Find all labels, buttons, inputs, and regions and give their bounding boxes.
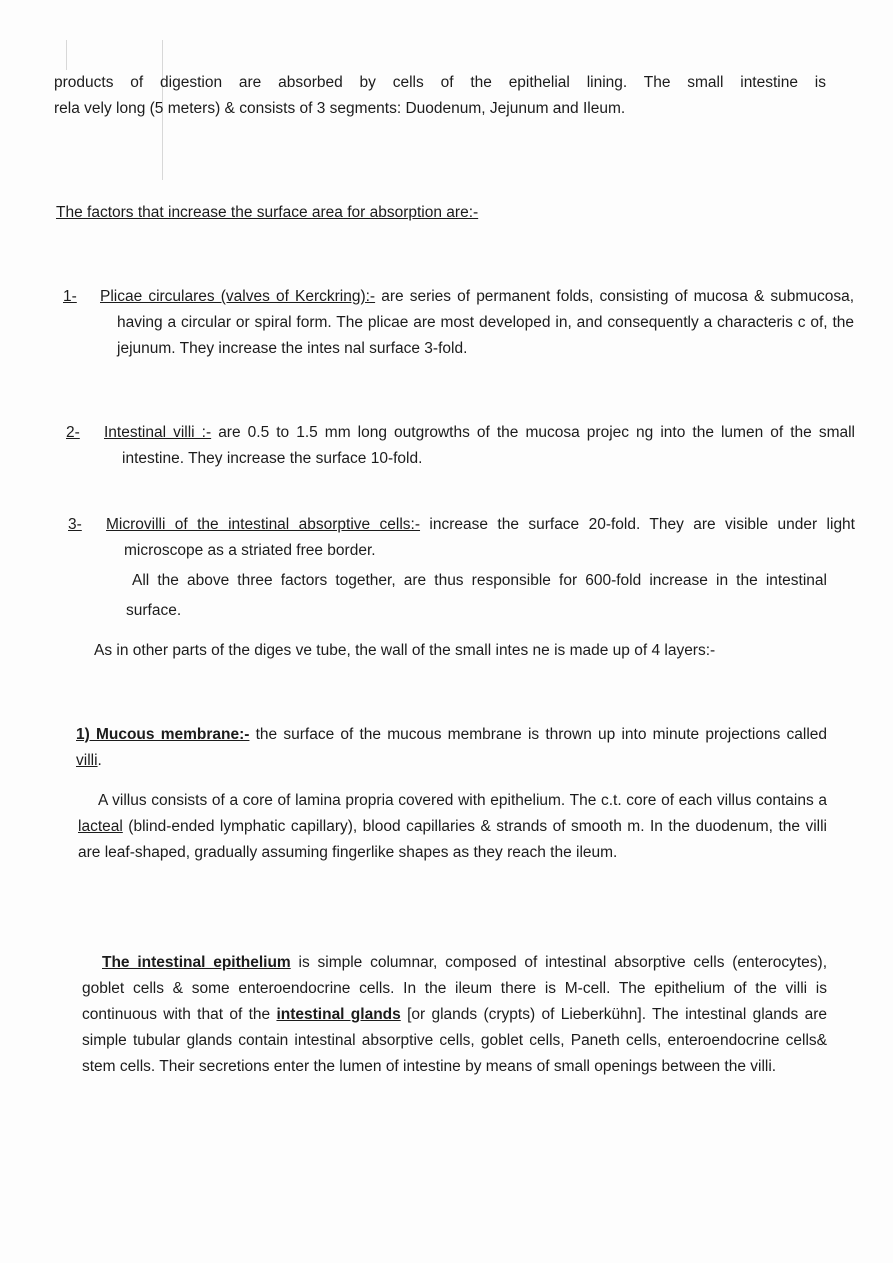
factor-text: are series of permanent folds, consisting of mucosa & submucosa, having a circular or spiral form. The plicae are most developed in, and consequently a characteris c of, the jejunum. They increase the intes nal surface 3-fold.: [117, 288, 855, 357]
factors-heading-text: The factors that increase the surface area for absorption are:-: [56, 204, 479, 221]
villus-text: consists of a core of lamina propria covered with epithelium. The c.t. core of each villus contains a: [146, 792, 828, 809]
intro-line-2: rela vely long (5 meters) & consists of 3 segments: Duodenum, Jejunum and Ileum.: [54, 100, 626, 117]
layers-sentence: [94, 638, 834, 664]
epithelium-heading: The intestinal epithelium: [102, 954, 291, 971]
villus-text-continued: (blind-ended lymphatic capillary), blood capillaries & strands of smooth m. In the duodenum, the villi are leaf-shaped, gradually assuming fingerlike shapes as they reach the ileum.: [78, 818, 827, 861]
intro-line-1: products of digestion are absorbed by cells of the epithelial lining. The small intestine is: [54, 74, 826, 91]
intestinal-glands-term: intestinal glands: [276, 1006, 401, 1023]
lacteal-term: lacteal: [78, 818, 123, 835]
factor-item-3: 3- Microvilli of the intestinal absorptive cells:- increase the surface 20-fold. They are visible under light microscope as a striated free border.: [68, 516, 855, 559]
villus-paragraph: [78, 788, 827, 866]
mucous-membrane-heading: 1) Mucous membrane:-: [76, 726, 250, 743]
mucous-membrane-paragraph: [76, 722, 827, 774]
factor-text: are 0.5 to 1.5 mm long outgrowths of the mucosa projec ng into the lumen of the small intestine. They increase the surface 10-fold.: [122, 424, 855, 467]
villus-heading: A villus: [98, 792, 147, 809]
intro-paragraph: [54, 70, 826, 122]
mucous-membrane-period: .: [97, 752, 102, 769]
factor-item-2: 2- Intestinal villi :- are 0.5 to 1.5 mm long outgrowths of the mucosa projec ng into the lumen of the small intestine. They increase the surface 10-fold.: [66, 424, 855, 467]
villi-term: villi: [76, 752, 98, 769]
factor-term: Microvilli of the intestinal absorptive cells:-: [106, 516, 421, 533]
summary-paragraph: [126, 566, 827, 626]
scan-artifact-line: [66, 40, 67, 70]
factor-text: increase the surface 20-fold. They are visible under light microscope as a striated free border.: [124, 516, 855, 559]
epithelium-text-continued: [or glands (crypts) of Lieberkühn]. The intestinal glands are simple tubular glands contain intestinal absorptive cells, goblet cells, Paneth cells, enteroendocrine cells& stem cells. Their secretions enter the lumen of intestine by means of small openings between the villi.: [82, 1006, 827, 1075]
factor-term: Intestinal villi :-: [104, 424, 212, 441]
summary-text: All the above three factors together, are thus responsible for 600-fold increase in the intestinal surface.: [126, 572, 827, 619]
layers-sentence-text: As in other parts of the diges ve tube, the wall of the small intes ne is made up of 4 layers:-: [94, 642, 716, 659]
epithelium-paragraph: [82, 950, 827, 1080]
factors-heading: [56, 200, 656, 226]
factor-item-1: 1- Plicae circulares (valves of Kerckring):- are series of permanent folds, consisting of mucosa & submucosa, having a circular or spiral form. The plicae are most developed in, and consequently a characteris c of, the jejunum. They increase the intes nal surface 3-fold.: [63, 288, 855, 357]
factor-term: Plicae circulares (valves of Kerckring):-: [100, 288, 376, 305]
epithelium-text: is simple columnar, composed of intestinal absorptive cells (enterocytes), goblet cells & some enteroendocrine cells. In the ileum there is M-cell. The epithelium of the villi is continuous with that of the: [82, 954, 827, 1023]
mucous-membrane-text: the surface of the mucous membrane is thrown up into minute projections called: [249, 726, 827, 743]
